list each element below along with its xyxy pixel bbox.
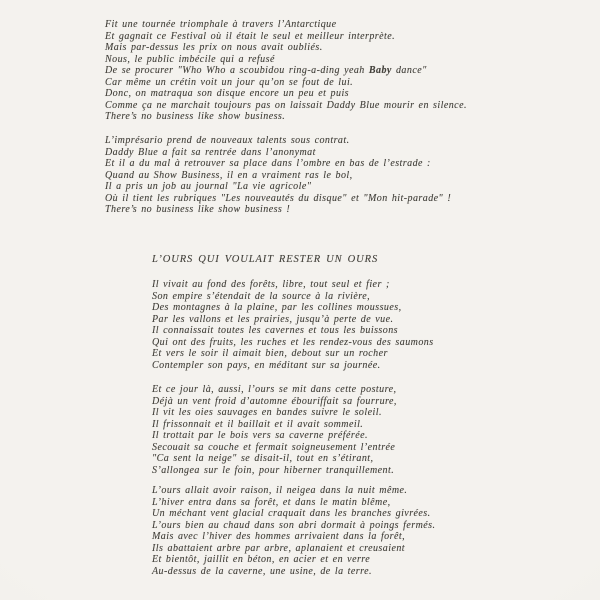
poem-line: Il vit les oies sauvages en bandes suivre le soleil.	[152, 407, 382, 418]
poem-line: S’allongea sur le foin, pour hiberner tranquillement.	[152, 464, 395, 476]
lyrics-line: Nous, le public imbécile qui a refusé	[105, 53, 275, 65]
lyrics-line: Mais par-dessus les prix on nous avait oubliés.	[105, 42, 323, 53]
poem-line: Par les vallons et les prairies, jusqu’à perte de vue.	[152, 313, 394, 325]
poem-line: Son empire s’étendait de la source à la rivière,	[152, 290, 371, 302]
poem-line: Qui ont des fruits, les ruches et les rendez-vous des saumons	[152, 336, 434, 348]
poem-stanza-3	[152, 485, 435, 577]
poem-line: "Ca sent la neige" se disait-il, tout en s’étirant,	[152, 453, 374, 464]
poem-line: Il frissonnait et il baillait et il avait sommeil.	[152, 418, 364, 430]
poem-line: Il trottait par le bois vers sa caverne préférée.	[152, 430, 368, 441]
poem-line: Déjà un vent froid d’automne ébouriffait sa fourrure,	[152, 395, 397, 407]
poem-stanza-1	[152, 279, 434, 371]
lyrics-line: Et il a du mal à retrouver sa place dans l’ombre en bas de l’estrade :	[105, 158, 431, 169]
poem-line: Et vers le soir il aimait bien, debout sur un rocher	[152, 348, 388, 359]
poem-line: Contempler son pays, en méditant sur sa journée.	[152, 359, 381, 371]
poem-line: Et bientôt, jaillit en béton, en acier et en verre	[152, 554, 371, 565]
poem-line: Il connaissait toutes les cavernes et tous les buissons	[152, 325, 398, 336]
lyrics-stanza-1	[105, 19, 467, 123]
lyrics-line: L’imprésario prend de nouveaux talents sous contrat.	[105, 135, 350, 146]
lyrics-line: Et gagnait ce Festival où il était le seul et meilleur interprète.	[105, 30, 396, 42]
lyrics-line-text: dance"	[391, 65, 427, 76]
poem-line: Ils abattaient arbre par arbre, aplanaient et creusaient	[152, 542, 406, 554]
poem-title: L’OURS QUI VOULAIT RESTER UN OURS	[152, 254, 379, 265]
poem-line: L’ours bien au chaud dans son abri dormait à poings fermés.	[152, 519, 436, 531]
lyrics-line: There’s no business like show business.	[105, 111, 286, 122]
lyrics-line: Quand au Show Business, il en a vraiment ras le bol,	[105, 169, 353, 181]
lyrics-line: Car même un crétin voit un jour qu’on se fout de lui.	[105, 76, 354, 88]
poem-line: Et ce jour là, aussi, l’ours se mit dans cette posture,	[152, 384, 397, 395]
poem-line: Secouait sa couche et fermait soigneusement l’entrée	[152, 441, 396, 453]
poem-line: L’hiver entra dans sa forêt, et dans le matin blême,	[152, 496, 391, 508]
lyrics-stanza-2	[105, 135, 451, 216]
poem-line: Un méchant vent glacial craquait dans les branches givrées.	[152, 508, 431, 519]
lyrics-line: There’s no business like show business !	[105, 204, 291, 215]
poem-line: Il vivait au fond des forêts, libre, tout seul et fier ;	[152, 279, 390, 290]
poem-line: Au-dessus de la caverne, une usine, de la terre.	[152, 565, 372, 577]
lyrics-line-text: De se procurer "Who Who a scoubidou ring-a-ding yeah	[105, 65, 369, 76]
lyrics-line-bold-text: Baby	[368, 65, 392, 76]
poem-line: Mais avec l’hiver des hommes arrivaient dans la forêt,	[152, 531, 406, 542]
poem-line: Des montagnes à la plaine, par les collines moussues,	[152, 302, 402, 313]
poem-line: L’ours allait avoir raison, il neigea dans la nuit même.	[152, 485, 408, 496]
lyrics-line: Donc, on matraqua son disque encore un peu et puis	[105, 88, 350, 99]
lyrics-line: Où il tient les rubriques "Les nouveautés du disque" et "Mon hit-parade" !	[105, 192, 452, 204]
lyrics-line-with-bold	[105, 65, 467, 77]
lyrics-line: Fit une tournée triomphale à travers l’Antarctique	[105, 19, 337, 30]
poem-stanza-2	[152, 384, 397, 476]
lyrics-line: Il a pris un job au journal "La vie agricole"	[105, 181, 312, 192]
lyrics-line: Daddy Blue a fait sa rentrée dans l’anonymat	[105, 146, 316, 158]
lyrics-line: Comme ça ne marchait toujours pas on laissait Daddy Blue mourir en silence.	[105, 99, 467, 111]
